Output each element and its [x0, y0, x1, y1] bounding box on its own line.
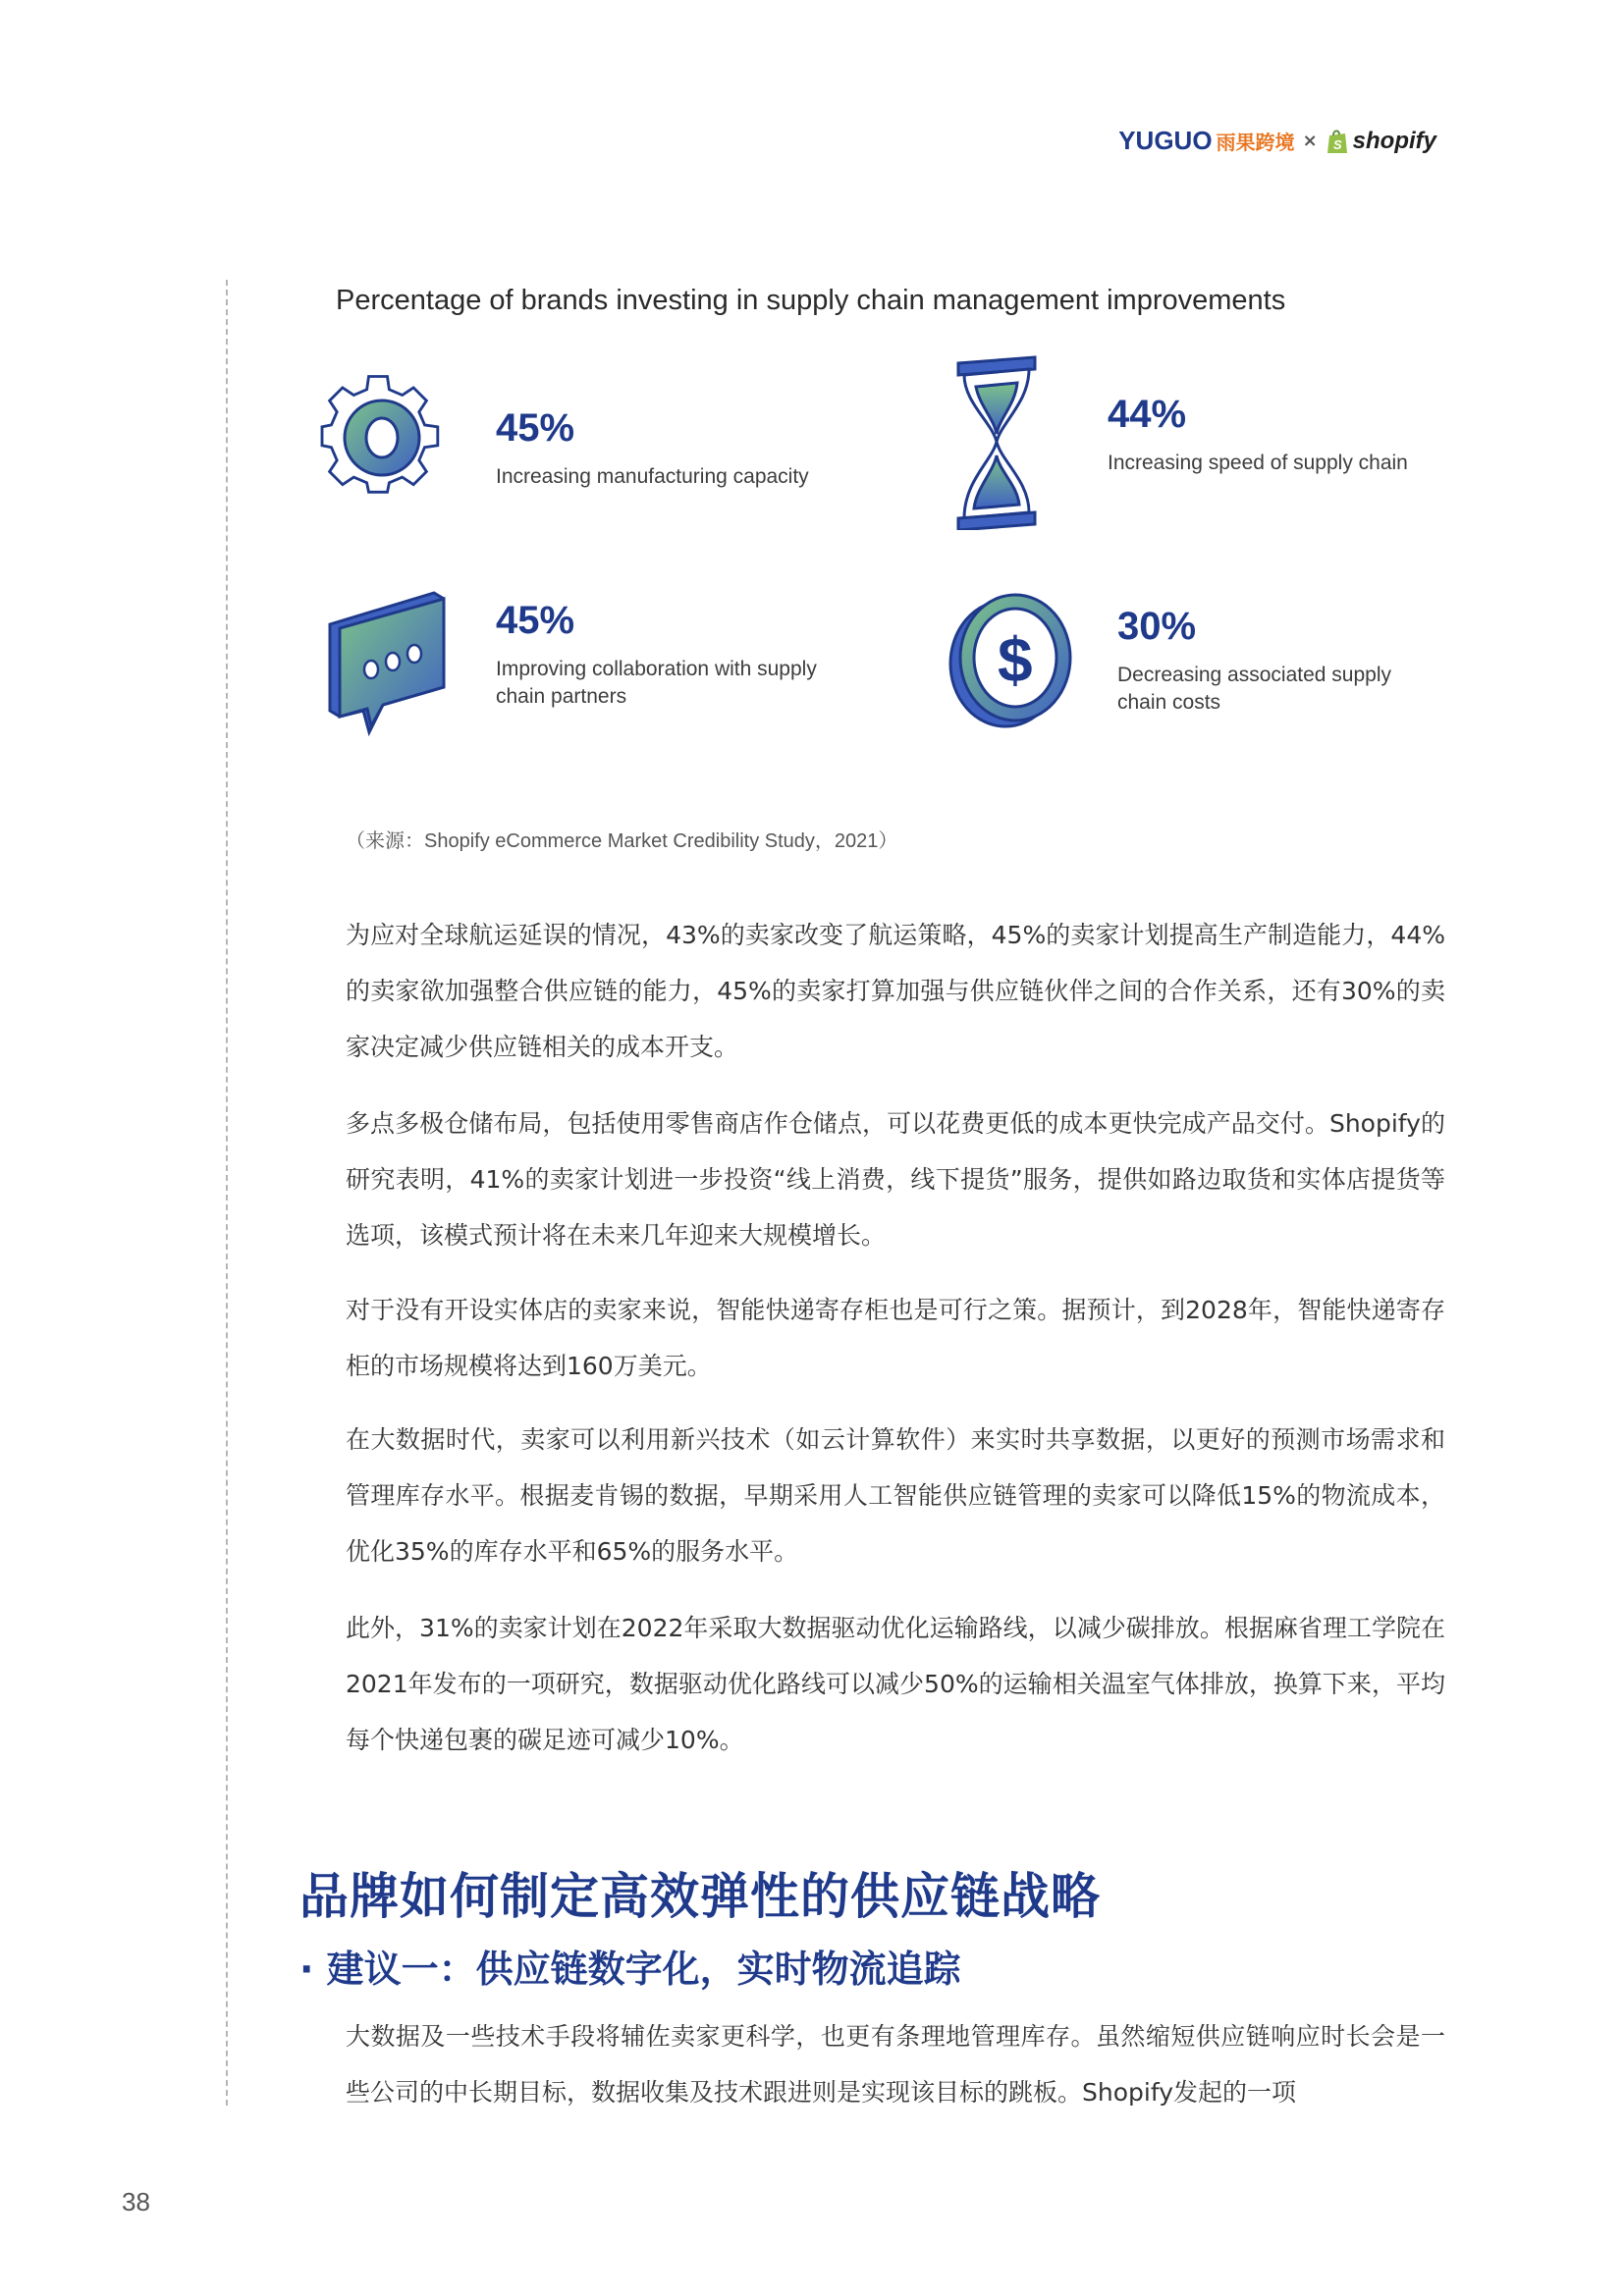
stat-label: Decreasing associated supply chain costs: [1117, 664, 1391, 714]
chat-bubble-icon: [326, 589, 449, 736]
section-title: 品牌如何制定高效弹性的供应链战略: [299, 1868, 1101, 1925]
paragraph: 大数据及一些技术手段将辅佐卖家更科学，也更有条理地管理库存。虽然缩短供应链响应时长会是一些公司的中长期目标，数据收集及技术跟进则是实现该目标的跳板。Shopify发起的一项: [346, 2022, 1445, 2107]
header-logo: [1118, 126, 1436, 156]
figure-source: （来源：Shopify eCommerce Market Credibility Study，2021）: [346, 830, 898, 852]
paragraph: 对于没有开设实体店的卖家来说，智能快递寄存柜也是可行之策。据预计，到2028年，智能快递寄存柜的市场规模将达到160万美元。: [346, 1296, 1445, 1380]
paragraph: 在大数据时代，卖家可以利用新兴技术（如云计算软件）来实时共享数据，以更好的预测市场需求和管理库存水平。根据麦肯锡的数据，早期采用人工智能供应链管理的卖家可以降低15%的物流成本，优化35%的库存水平和65%的服务水平。: [346, 1425, 1445, 1566]
paragraph: 此外，31%的卖家计划在2022年采取大数据驱动优化运输路线，以减少碳排放。根据麻省理工学院在2021年发布的一项研究，数据驱动优化路线可以减少50%的运输相关温室气体排放，换算下来，平均每个快递包裹的碳足迹可减少10%。: [346, 1614, 1445, 1754]
subsection-title: · 建议一：供应链数字化，实时物流追踪: [299, 1948, 961, 1991]
shopify-bag-icon: [1326, 128, 1349, 155]
yuguo-logo-text: YUGUO: [1118, 126, 1213, 155]
stat-label: Increasing speed of supply chain: [1108, 452, 1408, 474]
gear-icon: [319, 371, 447, 504]
svg-text:$: $: [998, 624, 1033, 695]
stat-value: 45%: [496, 599, 575, 642]
dollar-coin-icon: [945, 589, 1077, 731]
shopify-logo: [1326, 128, 1436, 155]
margin-dotted-rule: [226, 280, 228, 2106]
paragraph: 为应对全球航运延误的情况，43%的卖家改变了航运策略，45%的卖家计划提高生产制造能力，44%的卖家欲加强整合供应链的能力，45%的卖家打算加强与供应链伙伴之间的合作关系，还有30%的卖家决定减少供应链相关的成本开支。: [346, 921, 1445, 1061]
logo-separator: ×: [1302, 131, 1318, 151]
stat-value: 30%: [1117, 605, 1197, 648]
svg-text:S: S: [1332, 136, 1342, 152]
stat-value: 45%: [496, 406, 575, 450]
figure-title: Percentage of brands investing in supply chain management improvements: [336, 285, 1286, 316]
shopify-logo-text: shopify: [1352, 127, 1436, 154]
stat-label: Improving collaboration with supply chain partners: [496, 658, 817, 708]
page-number: 38: [122, 2187, 150, 2216]
yuguo-logo-cn: 雨果跨境: [1216, 131, 1295, 154]
stat-value: 44%: [1108, 393, 1187, 436]
paragraph: 多点多极仓储布局，包括使用零售商店作仓储点，可以花费更低的成本更快完成产品交付。Shopify的研究表明，41%的卖家计划进一步投资“线上消费，线下提货”服务，提供如路边取货和实体店提货等选项，该模式预计将在未来几年迎来大规模增长。: [346, 1109, 1445, 1250]
stat-label: Increasing manufacturing capacity: [496, 465, 809, 488]
hourglass-icon: [952, 353, 1041, 530]
